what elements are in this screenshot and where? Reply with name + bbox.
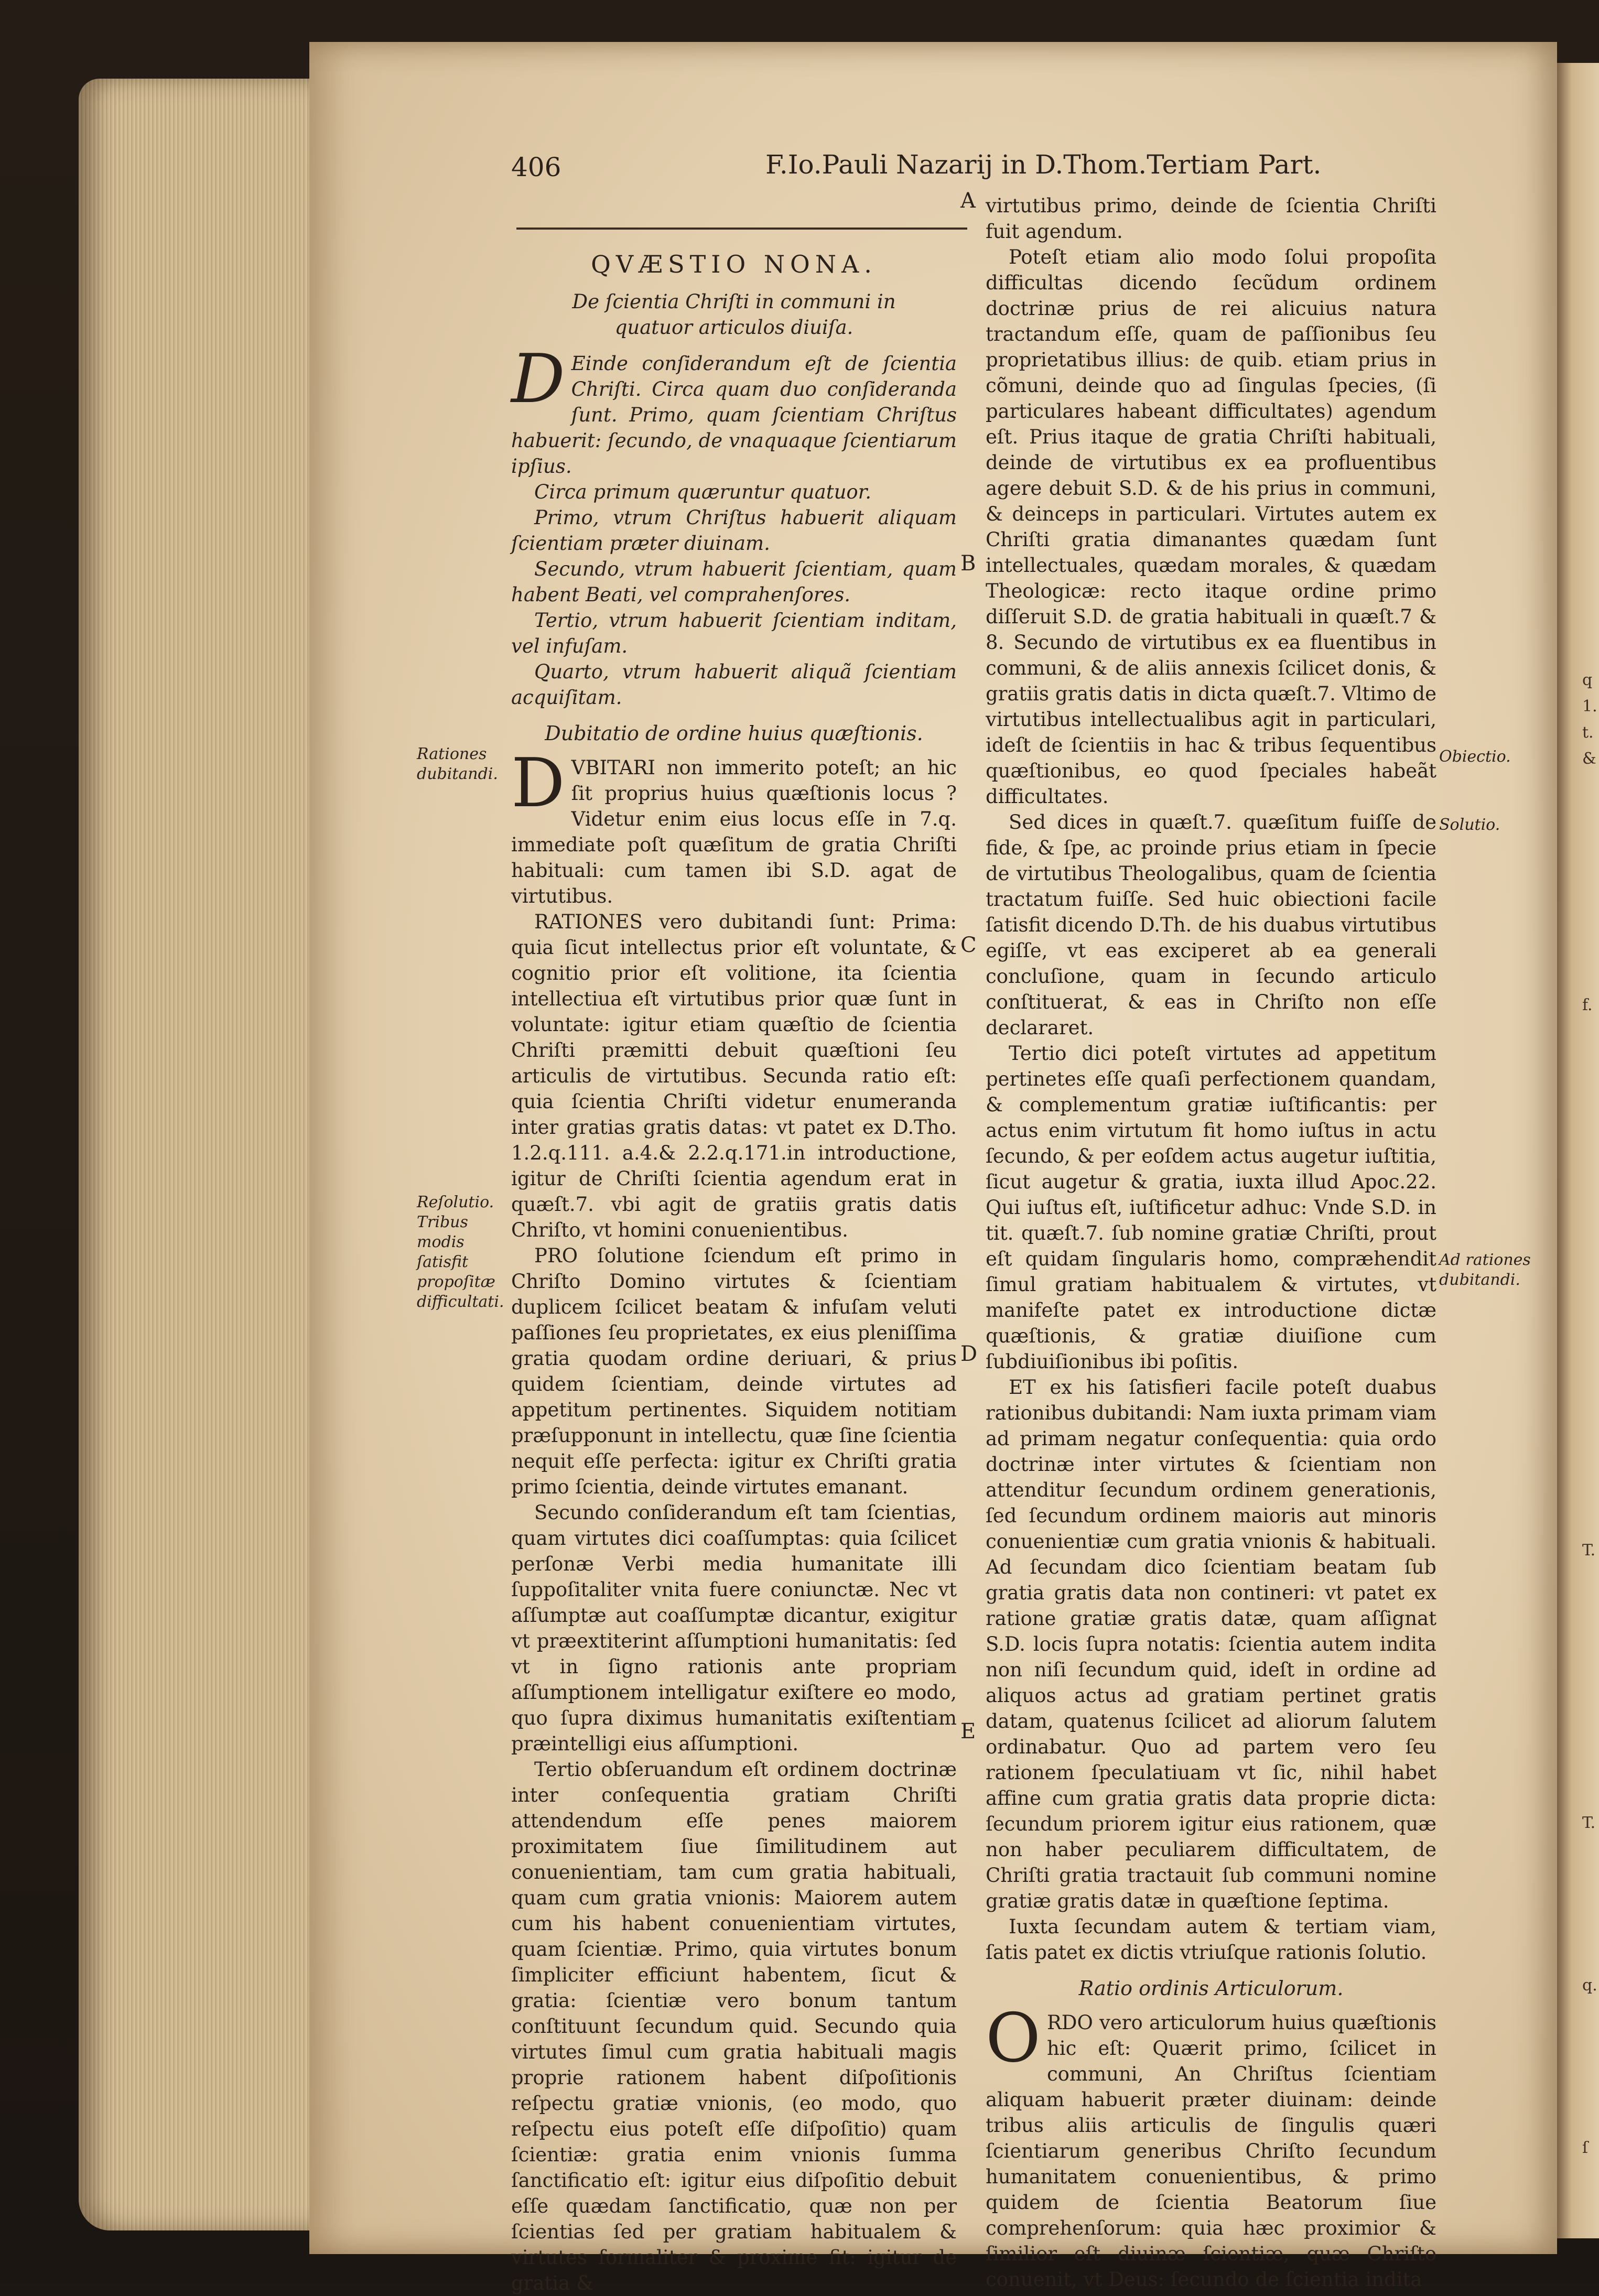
- section-letter: E: [960, 1719, 976, 1743]
- edge-fragment: ſ: [1582, 2139, 1589, 2157]
- pro-solutione-paragraph: PRO ſolutione ſciendum eſt primo in Chriſto Domino virtutes & ſcientiam duplicem ſcilicet beatam & infuſam veluti paſſiones ſeu proprietates, ex eius pleniſſima gratia quodam ordine deriuari, & prius quidem ſcientiam, deinde virtutes ad appetitum pertinentes. Siquidem notitiam præſupponunt in intellectu, quæ ſine ſcientia nequit eſſe perfecta: igitur ex Chriſti gratia primo ſcientia, deinde virtutes emanant.: [511, 1244, 957, 1498]
- edge-fragment: T.: [1582, 1541, 1596, 1559]
- margin-note-rationes: Rationes dubitandi.: [417, 745, 498, 783]
- left-column: [511, 246, 957, 2296]
- margin-note-resolutio: Reſolutio. Tribus modis ſatisfit propoſitæ difficultati.: [417, 1193, 504, 1311]
- secundo-paragraph: Secundo conſiderandum eſt tam ſcientias, quam virtutes dici coaſſumptas: quia ſcilicet perſonæ Verbi media humanitate illi ſuppoſitaliter vnita fuere coniunctæ. Nec vt aſſumptæ aut coaſſumptæ dicantur, exigitur vt præextiterint aſſumptioni humanitatis: ſed vt in ſigno rationis ante propriam aſſumptionem intelligatur exiſtere eo modo, quo ſupra diximus humanitatis exiſtentiam præintelligi eius aſſumptioni.: [511, 1501, 957, 1755]
- question-item-2: Secundo, vtrum habuerit ſcientiam, quam habent Beati, vel comprahenſores.: [511, 558, 957, 606]
- iuxta-paragraph: Iuxta ſecundam autem & tertiam viam, ſatis patet ex dictis vtriuſque rationis ſolutio.: [986, 1915, 1436, 1964]
- edge-fragment: q.: [1582, 1976, 1597, 1995]
- dubitatio-heading: Dubitatio de ordine huius quæſtionis.: [545, 722, 923, 745]
- question-subtitle: De ſcientia Chriſti in communi in quatuor articulos diuiſa.: [572, 290, 896, 339]
- tertio-paragraph: Tertio obſeruandum eſt ordinem doctrinæ inter conſequentia gratiam Chriſti attendendum eſſe penes maiorem proximitatem ſiue ſimilitudinem aut conuenientiam, tam cum gratia habituali, quam cum gratia vnionis: Maiorem autem cum his habent conuenientiam virtutes, quam ſcientiæ. Primo, quia virtutes bonum ſimpliciter efficiunt habentem, ſicut & gratia: ſcientiæ vero bonum tantum conſtituunt ſecundum quid. Secundo quia virtutes ſimul cum gratia habituali magis proprie rationem habent diſpoſitionis reſpectu gratiæ vnionis, (eo modo, quo reſpectu eius poteſt eſſe diſpoſitio) quam ſcientiæ: gratia enim vnionis ſumma ſanctificatio eſt: igitur eius diſpoſitio debuit eſſe quædam ſanctificatio, quæ non per ſcientias ſed per gratiam habitualem & virtutes formaliter & proxime fit: igitur de gratia &: [511, 1758, 957, 2294]
- margin-note-ad-rationes: Ad rationes dubitandi.: [1439, 1251, 1531, 1289]
- drop-cap: D: [511, 744, 565, 822]
- running-head: F.Io.Pauli Nazarij in D.Thom.Tertiam Part.: [765, 149, 1322, 180]
- margin-note-solutio: Solutio.: [1439, 816, 1500, 834]
- question-list-intro: Circa primum quæruntur quatuor.: [534, 481, 872, 503]
- sed-dices-paragraph: Sed dices in quæſt.7. quæſitum fuiſſe de fide, & ſpe, ac proinde prius etiam in ſpecie de virtutibus Theologalibus, quam de ſcientia tractatum fuiſſe. Sed huic obiectioni facile ſatisfit dicendo D.Th. de his duabus virtutibus egiſſe, vt eas exciperet ab ea generali concluſione, quam in ſecundo articulo conſtituerat, & eas in Chriſto non eſſe declararet.: [986, 811, 1436, 1039]
- facing-page-strip: [1557, 63, 1599, 2238]
- edge-fragment: q: [1582, 671, 1593, 689]
- question-item-4: Quarto, vtrum habuerit aliquã ſcientiam acquiſitam.: [511, 660, 957, 709]
- potest-etiam-paragraph: Poteſt etiam alio modo ſolui propoſita difficultas dicendo ſecũdum ordinem doctrinæ prius de rei alicuius natura tractandum eſſe, quam de paſſionibus ſeu proprietatibus illius: de quib. etiam prius in cõmuni, deinde quo ad ſingulas ſpecies, (ſi particulares habeant difficultates) agendum eſt. Prius itaque de gratia Chriſti habituali, deinde de virtutibus ex ea profluentibus agere debuit S.D. & de his prius in communi, & deinceps in particulari. Virtutes autem ex Chriſti gratia dimanantes quædam ſunt intellectuales, quædam morales, & quædam Theologicæ: recto itaque ordine primo diſſeruit S.D. de gratia habituali in quæſt.7 & 8. Secundo de virtutibus ex ea fluentibus in communi, & de aliis annexis ſcilicet donis, & gratiis gratis datis in dicta quæſt.7. Vltimo de virtutibus intellectualibus agit in particulari, ideſt de ſcientiis in hac & tribus ſequentibus quæſtionibus, eo quod ſpeciales habeãt difficultates.: [986, 246, 1436, 808]
- question-item-3: Tertio, vtrum habuerit ſcientiam inditam, vel infuſam.: [511, 609, 957, 657]
- edge-fragment: 1.: [1582, 697, 1597, 716]
- et-ex-his-paragraph: ET ex his ſatisfieri facile poteſt duabus rationibus dubitandi: Nam iuxta primam viam ad primam negatur conſequentia: quia ordo doctrinæ inter virtutes & ſcientiam non attenditur ſecundum ordinem generationis, ſed ſecundum ordinem maioris aut minoris conuenientiæ cum gratia vnionis & habituali. Ad ſecundam dico ſcientiam beatam ſub gratia gratis data non contineri: vt patet ex ratione gratiæ gratis datæ, quam aſſignat S.D. locis ſupra notatis: ſcientia autem indita non niſi ſecundum quid, ideſt in ordine ad aliquos actus ad gratiam pertinet gratis datam, quatenus ſcilicet ad aliorum ſalutem ordinabatur. Quo ad partem vero ſeu rationem ſpeculatiuam vt ſic, nihil habet affine cum gratia gratis data proprie dicta: ſecundum priorem igitur eius rationem, quæ non haber peculiarem difficultatem, de Chriſti gratia tractauit ſub communi nomine gratiæ gratis datæ in quæſtione ſeptima.: [986, 1376, 1436, 1912]
- edge-fragment: &: [1582, 750, 1596, 768]
- edge-fragment: t.: [1582, 723, 1594, 742]
- ordo-paragraph: RDO vero articulorum huius quæſtionis hic eſt: Quærit primo, ſcilicet in communi, An Chriſtus ſcientiam aliquam habuerit præter diuinam: deinde tribus aliis articulis de ſingulis quæri ſcientiarum generibus Chriſto ſecundum humanitatem conuenientibus, & primo quidem de ſcientia Beatorum ſiue comprehenſorum: quia hæc proximior & ſimilior eſt diuinæ ſcientiæ, quæ Chriſto conuenit, vt Deus: ſecundo de ſcientia indita: [986, 2011, 1436, 2291]
- drop-cap: D: [511, 340, 565, 418]
- right-column: [986, 193, 1436, 2292]
- section-letter: D: [960, 1342, 978, 1366]
- page-number: 406: [511, 152, 561, 182]
- edge-fragment: f.: [1582, 996, 1593, 1014]
- section-letter: A: [960, 189, 976, 213]
- rationes-paragraph: RATIONES vero dubitandi ſunt: Prima: quia ſicut intellectus prior eſt voluntate, & cognitio prior eſt volitione, ita ſcientia intellectiua eſt virtutibus prior quæ ſunt in voluntate: igitur etiam quæſtio de ſcientia Chriſti præmitti debuit quæſtioni ſeu articulis de virtutibus. Secunda ratio eſt: quia ſcientia Chriſti videtur enumeranda inter gratias gratis datas: vt patet ex D.Tho. 1.2.q.111. a.4.& 2.2.q.171.in introductione, igitur de Chriſti ſcientia agendum erat in quæſt.7. vbi agit de gratiis gratis datis Chriſto, vt homini conuenientibus.: [511, 911, 957, 1241]
- tertio-dici-paragraph: Tertio dici poteſt virtutes ad appetitum pertinetes eſſe quaſi perfectionem quandam, & complementum gratiæ iuſtificantis: per actus enim virtutum fit homo iuſtus in actu ſecundo, & per eoſdem actus augetur iuſtitia, ſicut augetur & gratia, iuxta illud Apoc.22. Qui iuſtus eſt, iuſtificetur adhuc: Vnde S.D. in tit. quæſt.7. ſub nomine gratiæ Chriſti, prout eſt quidam ſingularis homo, compræhendit ſimul gratiam habitualem & virtutes, vt manifeſte patet ex introductione dictæ quæſtionis, & gratiæ diuiſione cum ſubdiuiſionibus ibi poſitis.: [986, 1042, 1436, 1373]
- ratio-ordinis-heading: Ratio ordinis Articulorum.: [1078, 1977, 1344, 2000]
- section-letter: B: [960, 551, 976, 576]
- question-item-1: Primo, vtrum Chriſtus habuerit aliquam ſcientiam præter diuinam.: [511, 506, 957, 555]
- section-letter: C: [960, 933, 977, 957]
- drop-cap: O: [986, 1999, 1041, 2077]
- margin-note-obiectio: Obiectio.: [1439, 748, 1511, 766]
- header-rule: [516, 228, 967, 230]
- dubitatio-paragraph: VBITARI non immerito poteſt; an hic ſit proprius huius quæſtionis locus ? Videtur enim eius locus eſſe in 7.q. immediate poſt quæſitum de gratia Chriſti habituali: cum tamen ibi S.D. agat de virtutibus.: [511, 756, 957, 907]
- intro-paragraph: Einde conſiderandum eſt de ſcientia Chriſti. Circa quam duo conſideranda ſunt. Primo, quam ſcientiam Chriſtus habuerit: ſecundo, de vnaquaque ſcientiarum ipſius.: [511, 352, 957, 478]
- book-fore-edge: [79, 79, 341, 2230]
- edge-fragment: T.: [1582, 1814, 1596, 1832]
- question-title: QVÆSTIO NONA.: [591, 250, 877, 278]
- continuation-paragraph: virtutibus primo, deinde de ſcientia Chriſti fuit agendum.: [986, 194, 1436, 243]
